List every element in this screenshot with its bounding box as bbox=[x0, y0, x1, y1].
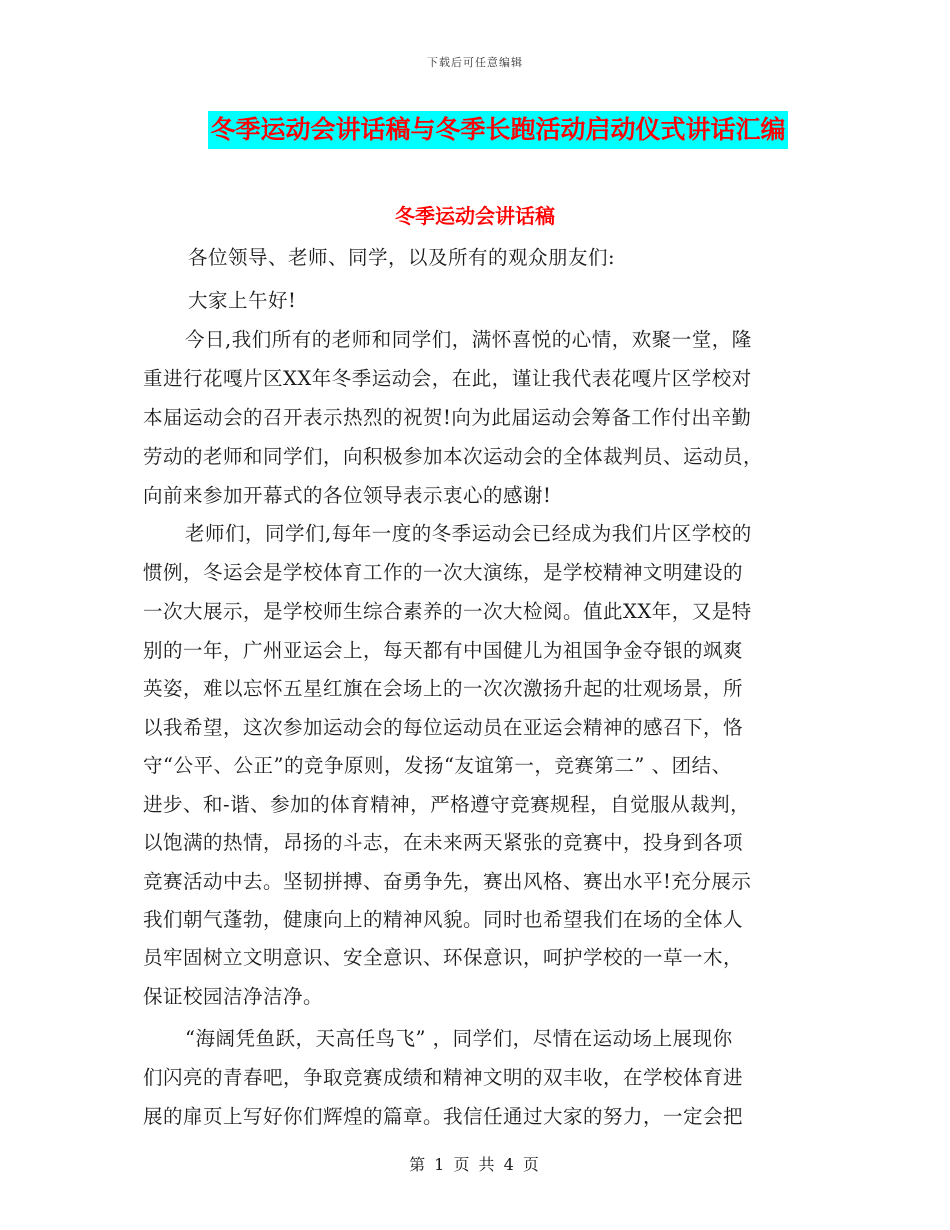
body-line: 本届运动会的召开表示热烈的祝贺!向为此届运动会筹备工作付出辛勤 bbox=[143, 406, 752, 429]
body-line: 英姿，难以忘怀五星红旗在会场上的一次次激扬升起的壮观场景，所 bbox=[143, 677, 744, 700]
body-line: 们闪亮的青春吧，争取竞赛成绩和精神文明的双丰收，在学校体育进 bbox=[143, 1066, 744, 1089]
body-line: 向前来参加开幕式的各位领导表示衷心的感谢! bbox=[143, 484, 552, 507]
body-line: 我们朝气蓬勃，健康向上的精神风貌。同时也希望我们在场的全体人 bbox=[143, 908, 744, 931]
body-line: 展的扉页上写好你们辉煌的篇章。我信任通过大家的努力，一定会把 bbox=[143, 1105, 744, 1128]
body-line: 竞赛活动中去。坚韧拼搏、奋勇争先，赛出风格、赛出水平!充分展示 bbox=[143, 870, 752, 893]
body-line: 今日,我们所有的老师和同学们，满怀喜悦的心情，欢聚一堂，隆 bbox=[185, 328, 752, 351]
page-number: 第 1 页 共 4 页 bbox=[409, 1155, 541, 1174]
body-line: 大家上午好! bbox=[188, 289, 297, 312]
section-title: 冬季运动会讲话稿 bbox=[395, 204, 555, 228]
body-line: 保证校园洁净洁净。 bbox=[143, 985, 324, 1008]
header-note: 下载后可任意编辑 bbox=[427, 56, 523, 69]
body-line: 老师们，同学们,每年一度的冬季运动会已经成为我们片区学校的 bbox=[185, 522, 752, 545]
body-line: 惯例，冬运会是学校体育工作的一次大演练，是学校精神文明建设的 bbox=[143, 561, 744, 584]
body-line: 各位领导、老师、同学，以及所有的观众朋友们: bbox=[188, 246, 616, 269]
body-line: “海阔凭鱼跃，天高任鸟飞” ，同学们，尽情在运动场上展现你 bbox=[185, 1027, 733, 1050]
body-line: 重进行花嘎片区XX年冬季运动会，在此，谨让我代表花嘎片区学校对 bbox=[143, 367, 752, 390]
body-line: 以饱满的热情，昂扬的斗志，在未来两天紧张的竞赛中，投身到各项 bbox=[143, 831, 744, 854]
body-line: 守“公平、公正”的竞争原则，发扬“友谊第一，竞赛第二” 、团结、 bbox=[143, 754, 732, 777]
body-line: 劳动的老师和同学们，向积极参加本次运动会的全体裁判员、运动员， bbox=[143, 445, 764, 468]
body-line: 一次大展示，是学校师生综合素养的一次大检阅。值此XX年，又是特 bbox=[143, 600, 752, 623]
body-line: 以我希望，这次参加运动会的每位运动员在亚运会精神的感召下，恪 bbox=[143, 716, 744, 739]
body-line: 员牢固树立文明意识、安全意识、环保意识，呵护学校的一草一木， bbox=[143, 946, 744, 969]
body-line: 进步、和-谐、参加的体育精神，严格遵守竞赛规程，自觉服从裁判， bbox=[143, 793, 751, 816]
main-title-wrap bbox=[0, 111, 950, 149]
document-title: 冬季运动会讲话稿与冬季长跑活动启动仪式讲话汇编 bbox=[208, 111, 787, 149]
body-line: 别的一年，广州亚运会上，每天都有中国健儿为祖国争金夺银的飒爽 bbox=[143, 639, 744, 662]
